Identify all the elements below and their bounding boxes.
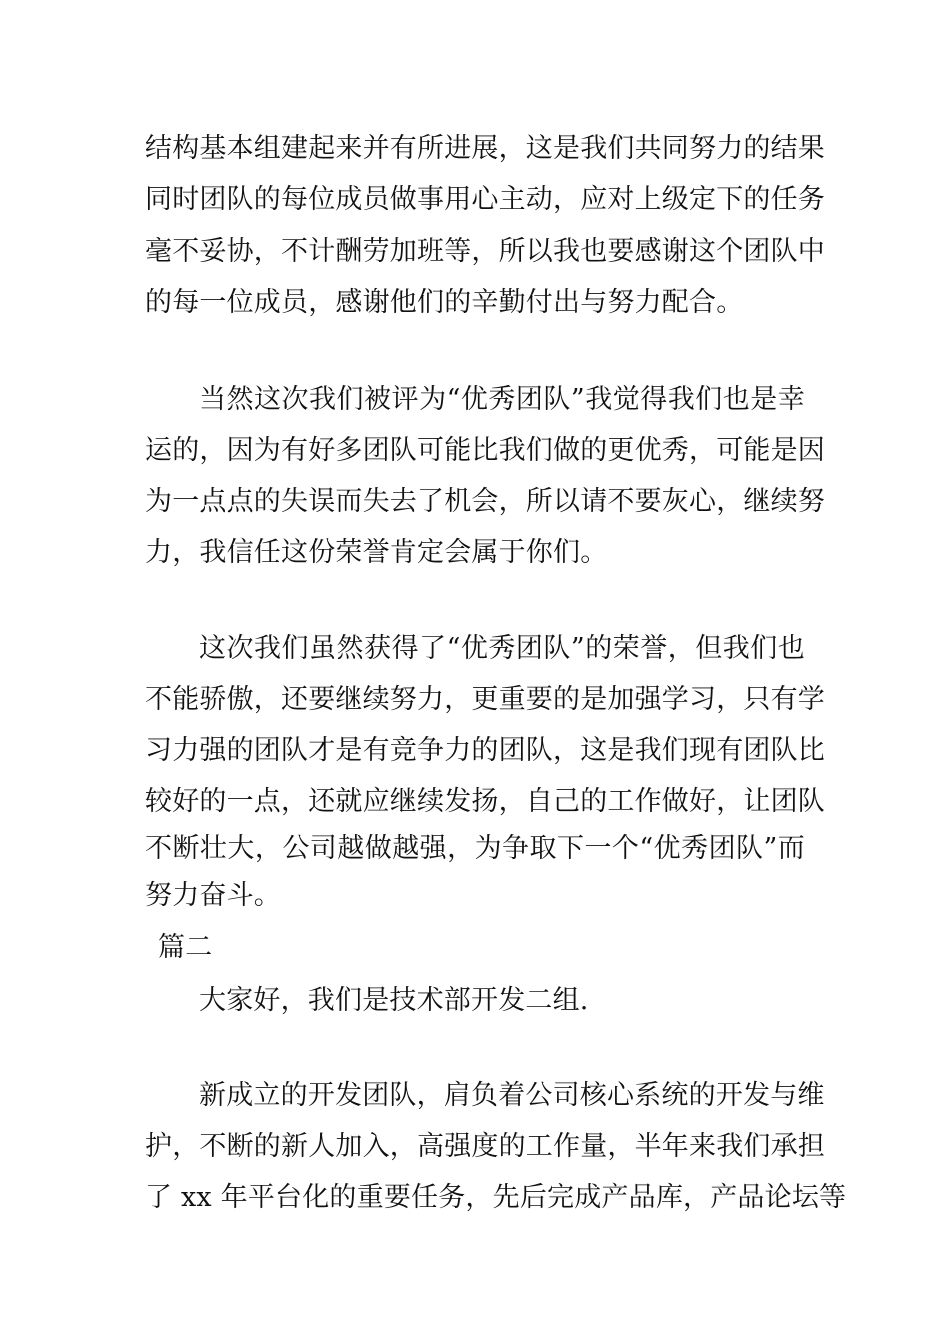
paragraph-1-line-4: 的每一位成员，感谢他们的辛勤付出与努力配合。 [145, 287, 744, 318]
paragraph-2-line-4: 力，我信任这份荣誉肯定会属于你们。 [145, 537, 608, 568]
paragraph-1-line-2: 同时团队的每位成员做事用心主动，应对上级定下的任务 [145, 184, 825, 215]
paragraph-4-line-2: 护，不断的新人加入，高强度的工作量，半年来我们承担 [145, 1131, 825, 1162]
paragraph-4-line-3: 了 xx 年平台化的重要任务，先后完成产品库，产品论坛等 [145, 1182, 847, 1213]
paragraph-3-line-3: 习力强的团队才是有竞争力的团队，这是我们现有团队比 [145, 735, 825, 766]
paragraph-3-line-6: 努力奋斗。 [145, 880, 281, 911]
greeting-line: 大家好，我们是技术部开发二组. [199, 985, 589, 1016]
paragraph-2-line-2: 运的，因为有好多团队可能比我们做的更优秀，可能是因 [145, 435, 825, 466]
paragraph-1-line-3: 毫不妥协，不计酬劳加班等，所以我也要感谢这个团队中 [145, 236, 825, 267]
paragraph-2-line-3: 为一点点的失误而失去了机会，所以请不要灰心，继续努 [145, 486, 825, 517]
paragraph-3-line-5: 不断壮大，公司越做越强，为争取下一个“优秀团队”而 [145, 833, 805, 864]
paragraph-3-line-4: 较好的一点，还就应继续发扬，自己的工作做好，让团队 [145, 786, 825, 817]
section-heading: 篇二 [158, 932, 213, 963]
paragraph-3-line-1: 这次我们虽然获得了“优秀团队”的荣誉，但我们也 [199, 633, 805, 664]
paragraph-3-line-2: 不能骄傲，还要继续努力，更重要的是加强学习，只有学 [145, 684, 825, 715]
paragraph-1-line-1: 结构基本组建起来并有所进展，这是我们共同努力的结果 [145, 133, 825, 164]
paragraph-2-line-1: 当然这次我们被评为“优秀团队”我觉得我们也是幸 [199, 384, 805, 415]
paragraph-4-line-1: 新成立的开发团队，肩负着公司核心系统的开发与维 [199, 1080, 825, 1111]
